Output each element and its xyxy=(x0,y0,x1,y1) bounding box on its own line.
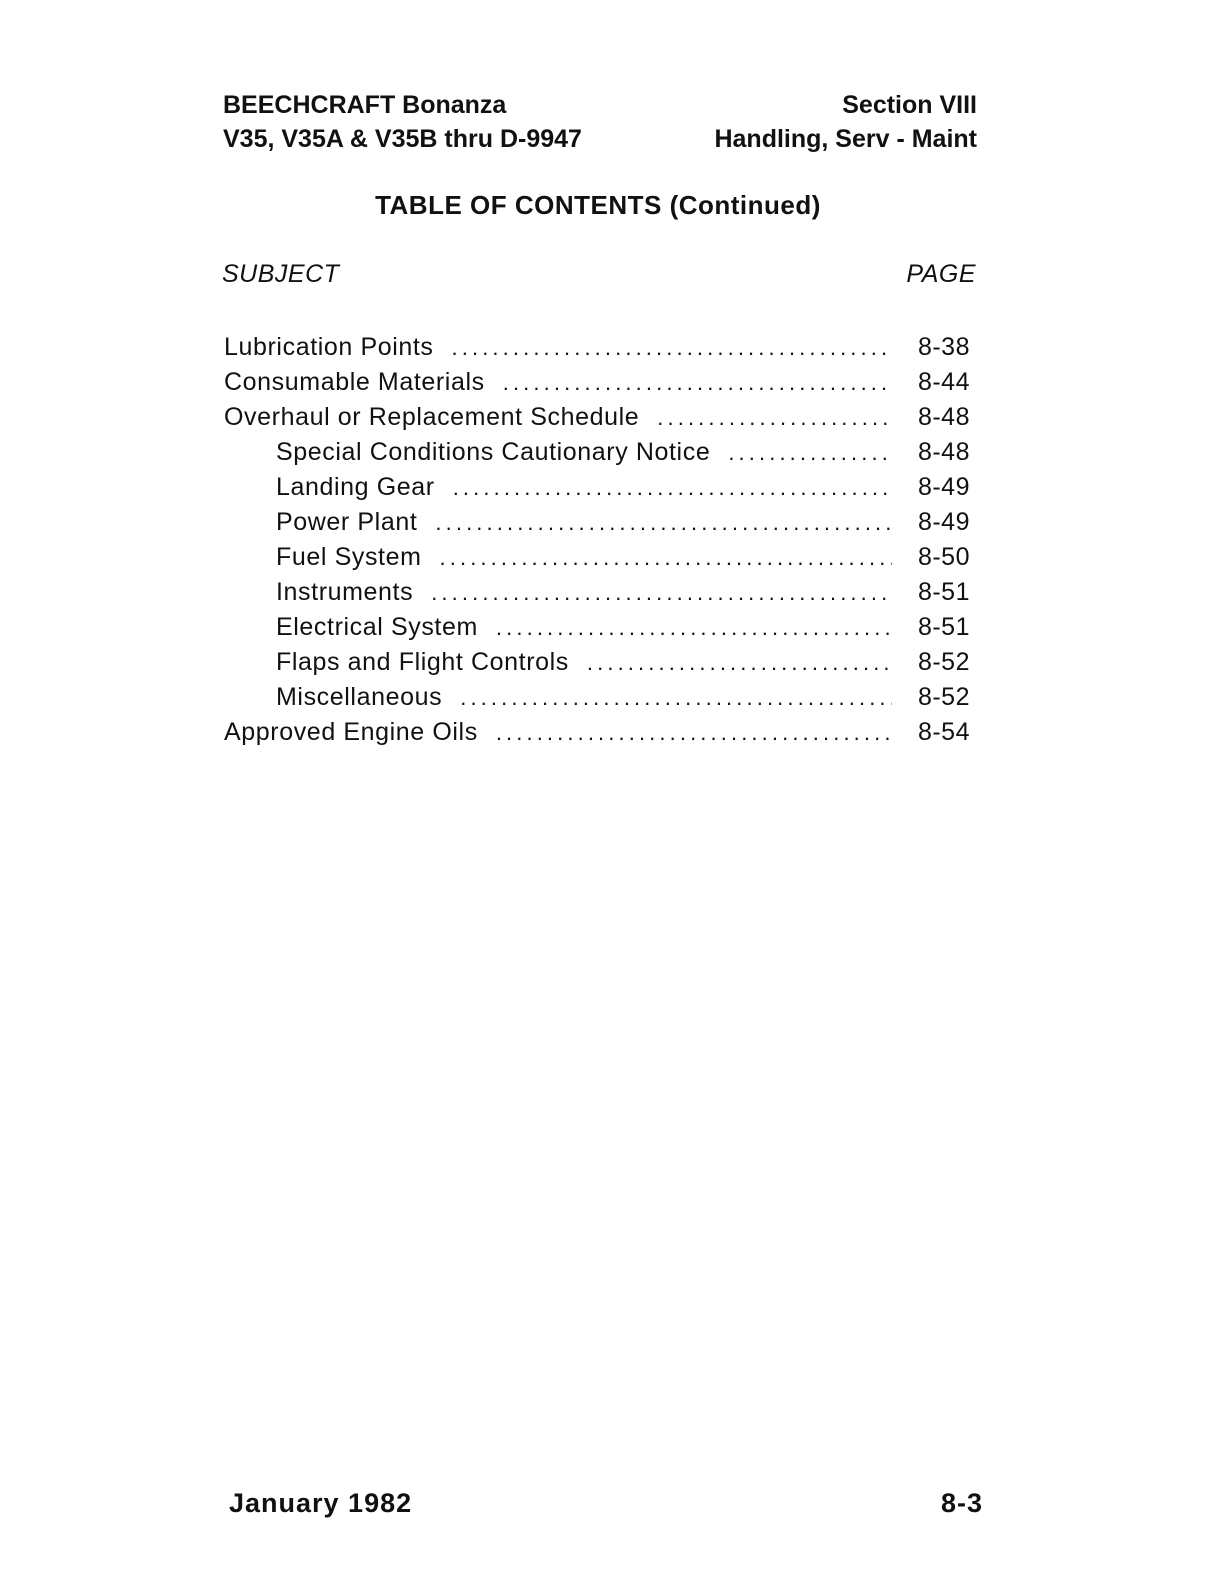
toc-title: TABLE OF CONTENTS (Continued) xyxy=(375,190,821,220)
toc-entry-page: 8-52 xyxy=(917,648,970,676)
dot-leader xyxy=(440,545,892,571)
toc-entry-title: Special Conditions Cautionary Notice xyxy=(276,438,711,466)
dot-leader xyxy=(452,335,892,361)
toc-entry-page: 8-49 xyxy=(917,473,970,501)
toc-entry-page: 8-50 xyxy=(917,543,970,571)
toc-entry-title: Instruments xyxy=(276,578,414,606)
subject-column-header: SUBJECT xyxy=(222,260,340,288)
toc-entry-page: 8-52 xyxy=(917,683,970,711)
toc-entry-title: Fuel System xyxy=(276,543,422,571)
toc-entry-title: Lubrication Points xyxy=(224,333,434,361)
toc-entry-page: 8-51 xyxy=(917,613,970,641)
toc-entry-title: Power Plant xyxy=(276,508,418,536)
toc-entry[interactable] xyxy=(224,403,970,438)
toc-subentry[interactable] xyxy=(224,683,970,718)
toc-entry-page: 8-54 xyxy=(917,718,970,746)
toc-entry-title: Flaps and Flight Controls xyxy=(276,648,569,676)
toc-entry-title: Landing Gear xyxy=(276,473,435,501)
model-range: V35, V35A & V35B thru D-9947 xyxy=(223,125,582,153)
dot-leader xyxy=(453,475,892,501)
toc-entry-title: Consumable Materials xyxy=(224,368,485,396)
dot-leader xyxy=(728,440,892,466)
toc-entry[interactable] xyxy=(224,718,970,753)
revision-date: January 1982 xyxy=(229,1488,413,1518)
dot-leader xyxy=(431,580,892,606)
dot-leader xyxy=(503,370,892,396)
section-subtitle: Handling, Serv - Maint xyxy=(714,125,977,153)
header-row-1 xyxy=(223,88,977,122)
dot-leader xyxy=(460,685,892,711)
aircraft-title: BEECHCRAFT Bonanza xyxy=(223,91,507,119)
toc-subentry[interactable] xyxy=(224,543,970,578)
toc-entry-page: 8-38 xyxy=(917,333,970,361)
toc-list xyxy=(224,333,970,753)
toc-subentry[interactable] xyxy=(224,508,970,543)
dot-leader xyxy=(435,510,892,536)
toc-entry[interactable] xyxy=(224,368,970,403)
dot-leader xyxy=(496,615,892,641)
dot-leader xyxy=(657,405,892,431)
toc-entry-title: Miscellaneous xyxy=(276,683,443,711)
toc-subentry[interactable] xyxy=(224,613,970,648)
dot-leader xyxy=(587,650,892,676)
page-header xyxy=(223,88,977,156)
toc-column-headers xyxy=(222,260,976,289)
toc-entry[interactable] xyxy=(224,333,970,368)
toc-entry-title: Electrical System xyxy=(276,613,478,641)
toc-entry-page: 8-48 xyxy=(917,403,970,431)
toc-entry-page: 8-49 xyxy=(917,508,970,536)
toc-subentry[interactable] xyxy=(224,648,970,683)
header-row-2 xyxy=(223,122,977,156)
dot-leader xyxy=(496,720,892,746)
toc-subentry[interactable] xyxy=(224,473,970,508)
page-footer xyxy=(229,1488,983,1519)
page-column-header: PAGE xyxy=(906,260,976,288)
section-title: Section VIII xyxy=(842,91,977,119)
toc-entry-page: 8-48 xyxy=(917,438,970,466)
toc-entry-page: 8-51 xyxy=(917,578,970,606)
toc-entry-title: Approved Engine Oils xyxy=(224,718,478,746)
toc-entry-page: 8-44 xyxy=(917,368,970,396)
toc-entry-title: Overhaul or Replacement Schedule xyxy=(224,403,640,431)
toc-subentry[interactable] xyxy=(224,438,970,473)
page-number: 8-3 xyxy=(940,1488,983,1518)
toc-subentry[interactable] xyxy=(224,578,970,613)
